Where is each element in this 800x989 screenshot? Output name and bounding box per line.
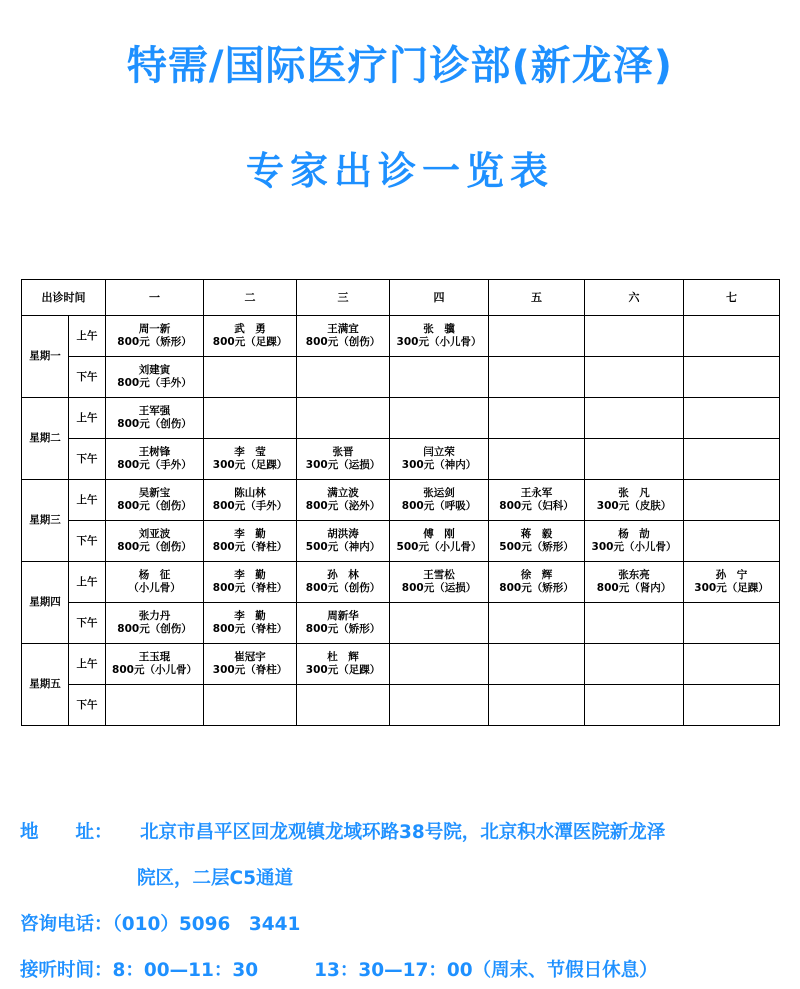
schedule-cell [204,439,297,480]
fee-specialty: 800元（小儿骨） [112,664,197,676]
doctor-name: 孙 林 [327,569,359,581]
weekday-label: 星期三 [22,480,69,562]
schedule-cell [489,480,585,521]
phone-label: 咨询电话： [20,914,113,935]
fee-specialty: 800元（手外） [117,459,192,471]
schedule-cell [684,685,780,726]
schedule-cell [684,398,780,439]
doctor-name: 王树锋 [138,446,171,458]
fee-specialty: 800元（妇科） [499,500,574,512]
schedule-cell [204,357,297,398]
schedule-cell [684,357,780,398]
hours-row [20,956,658,982]
day-header: 六 [585,280,684,316]
doctor-name: 李 勤 [234,610,266,622]
fee-specialty: 500元（矫形） [499,541,574,553]
doctor-name: 张东亮 [618,569,650,581]
fee-specialty: 300元（神内） [401,459,477,471]
day-header: 一 [106,280,204,316]
header-row [22,280,780,316]
fee-specialty: 500元（小儿骨） [396,541,482,553]
address-continuation: 院区，二层C5通道 [137,868,293,889]
address-row [20,818,665,844]
fee-specialty: 300元（皮肤） [596,500,672,512]
doctor-name: 张晋 [332,446,354,458]
schedule-cell [204,562,297,603]
day-header: 五 [489,280,585,316]
fee-specialty: 800元（脊柱） [212,541,288,553]
period-label: 下午 [69,439,106,480]
schedule-cell [684,439,780,480]
weekday-label: 星期四 [22,562,69,644]
schedule-cell [489,603,585,644]
doctor-name: 周一新 [138,323,171,335]
schedule-body [22,316,780,726]
fee-specialty: 300元（小儿骨） [396,336,482,348]
fee-specialty: 800元（呼吸） [401,500,477,512]
schedule-cell [390,398,489,439]
schedule-cell [489,521,585,562]
schedule-cell [204,644,297,685]
schedule-cell [390,439,489,480]
schedule-cell [204,480,297,521]
doctor-name: 李 勤 [234,528,266,540]
schedule-cell [106,685,204,726]
schedule-cell [297,398,390,439]
schedule-row [22,439,780,480]
address-text: 北京市昌平区回龙观镇龙域环路38号院，北京积水潭医院新龙泽 [140,822,666,843]
phone-number: （010）5096 3441 [112,914,301,935]
doctor-name: 张力丹 [138,610,171,622]
fee-specialty: 800元（矫形） [305,623,381,635]
period-label: 下午 [69,685,106,726]
doctor-name: 杨 劼 [618,528,650,540]
schedule-cell [390,562,489,603]
schedule-cell [106,480,204,521]
fee-specialty: 800元（创伤） [117,500,192,512]
fee-specialty: 800元（创伤） [305,336,381,348]
phone-row [20,910,300,936]
schedule-cell [106,357,204,398]
weekday-label: 星期五 [22,644,69,726]
doctor-name: 张 凡 [618,487,650,499]
schedule-cell [684,521,780,562]
schedule-cell [585,603,684,644]
fee-specialty: 800元（创伤） [117,623,192,635]
doctor-name: 蒋 毅 [520,528,553,540]
schedule-cell [297,521,390,562]
schedule-cell [297,316,390,357]
fee-specialty: 800元（运损） [401,582,477,594]
schedule-cell [684,644,780,685]
schedule-cell [390,603,489,644]
fee-specialty: 800元（泌外） [305,500,381,512]
doctor-name: 张 骥 [423,323,455,335]
day-header: 三 [297,280,390,316]
schedule-cell [489,644,585,685]
schedule-table [21,279,780,726]
doctor-name: 杜 辉 [327,651,359,663]
doctor-name: 周新华 [327,610,359,622]
schedule-cell [297,644,390,685]
schedule-cell [106,439,204,480]
fee-specialty: 800元（创伤） [117,541,192,553]
schedule-cell [106,562,204,603]
schedule-cell [684,603,780,644]
schedule-cell [297,603,390,644]
schedule-cell [585,357,684,398]
schedule-cell [489,439,585,480]
schedule-cell [297,357,390,398]
schedule-cell [106,398,204,439]
hours-morning: 8：00—11：30 [112,960,259,981]
hours-afternoon: 13：30—17：00（周末、节假日休息） [314,960,658,981]
schedule-cell [489,562,585,603]
schedule-cell [297,562,390,603]
schedule-row [22,357,780,398]
doctor-name: 吴新宝 [138,487,171,499]
schedule-cell [106,521,204,562]
schedule-cell [390,685,489,726]
period-label: 上午 [69,316,106,357]
schedule-row [22,398,780,439]
schedule-cell [390,644,489,685]
schedule-cell [204,316,297,357]
schedule-cell [390,316,489,357]
period-label: 下午 [69,603,106,644]
schedule-cell [489,316,585,357]
schedule-row [22,644,780,685]
schedule-cell [585,644,684,685]
fee-specialty: 800元（创伤） [305,582,381,594]
doctor-name: 王玉琨 [138,651,171,663]
fee-specialty: 300元（足踝） [305,664,381,676]
period-label: 上午 [69,562,106,603]
hours-label: 接听时间： [20,960,113,981]
corner-header: 出诊时间 [22,280,106,316]
schedule-cell [106,603,204,644]
schedule-cell [585,480,684,521]
day-header: 七 [684,280,780,316]
doctor-name: 刘亚波 [138,528,171,540]
schedule-cell [585,685,684,726]
schedule-cell [585,398,684,439]
period-label: 上午 [69,644,106,685]
doctor-name: 李 勤 [234,569,266,581]
page-title: 特需/国际医疗门诊部(新龙泽) [126,43,674,89]
doctor-name: 杨 征 [138,569,171,581]
fee-specialty: 800元（肾内） [596,582,672,594]
schedule-cell [585,562,684,603]
schedule-cell [204,398,297,439]
schedule-cell [684,480,780,521]
doctor-name: 傅 刚 [423,528,455,540]
doctor-name: 陈山林 [234,487,266,499]
schedule-row [22,685,780,726]
doctor-name: 徐 辉 [520,569,553,581]
period-label: 上午 [69,480,106,521]
doctor-name: 刘建寅 [138,364,171,376]
schedule-cell [297,439,390,480]
page-subtitle: 专家出诊一览表 [245,149,554,193]
schedule-cell [489,357,585,398]
period-label: 下午 [69,521,106,562]
schedule-cell [684,562,780,603]
fee-specialty: 300元（足踝） [212,459,288,471]
fee-specialty: 800元（手外） [212,500,288,512]
fee-specialty: 300元（运损） [305,459,381,471]
weekday-label: 星期二 [22,398,69,480]
doctor-name: 崔冠宇 [234,651,266,663]
schedule-cell [684,316,780,357]
schedule-cell [585,316,684,357]
schedule-row [22,316,780,357]
schedule-cell [390,357,489,398]
schedule-cell [297,480,390,521]
doctor-name: 武 勇 [234,323,266,335]
doctor-name: 张运剑 [423,487,455,499]
schedule-cell [204,521,297,562]
schedule-cell [489,685,585,726]
schedule-row [22,562,780,603]
day-header: 二 [204,280,297,316]
doctor-name: 王永军 [520,487,553,499]
doctor-name: 闫立荣 [423,446,455,458]
schedule-cell [489,398,585,439]
weekday-label: 星期一 [22,316,69,398]
fee-specialty: 800元（创伤） [117,418,192,430]
doctor-name: 李 莹 [234,446,266,458]
schedule-row [22,603,780,644]
schedule-cell [106,644,204,685]
schedule-row [22,521,780,562]
fee-specialty: 800元（矫形） [117,336,192,348]
schedule-cell [297,685,390,726]
doctor-name: 王满宜 [327,323,359,335]
doctor-name: 胡洪涛 [327,528,359,540]
fee-specialty: 800元（脊柱） [212,623,288,635]
doctor-name: 满立波 [327,487,359,499]
fee-specialty: 300元（小儿骨） [591,541,677,553]
schedule-cell [390,521,489,562]
schedule-cell [585,521,684,562]
fee-specialty: 500元（神内） [305,541,381,553]
period-label: 下午 [69,357,106,398]
schedule-cell [390,480,489,521]
doctor-name: 王军强 [138,405,171,417]
fee-specialty: 800元（手外） [117,377,192,389]
schedule-cell [106,316,204,357]
day-header: 四 [390,280,489,316]
period-label: 上午 [69,398,106,439]
fee-specialty: 800元（矫形） [499,582,574,594]
fee-specialty: 800元（足踝） [212,336,288,348]
doctor-name: 王雪松 [423,569,455,581]
doctor-name: 孙 宁 [715,569,748,581]
fee-specialty: 800元（脊柱） [212,582,288,594]
fee-specialty: （小儿骨） [128,582,181,594]
schedule-cell [204,685,297,726]
schedule-cell [585,439,684,480]
fee-specialty: 300元（脊柱） [212,664,288,676]
schedule-cell [204,603,297,644]
schedule-row [22,480,780,521]
fee-specialty: 300元（足踝） [694,582,769,594]
address-label: 地 址： [20,822,113,843]
